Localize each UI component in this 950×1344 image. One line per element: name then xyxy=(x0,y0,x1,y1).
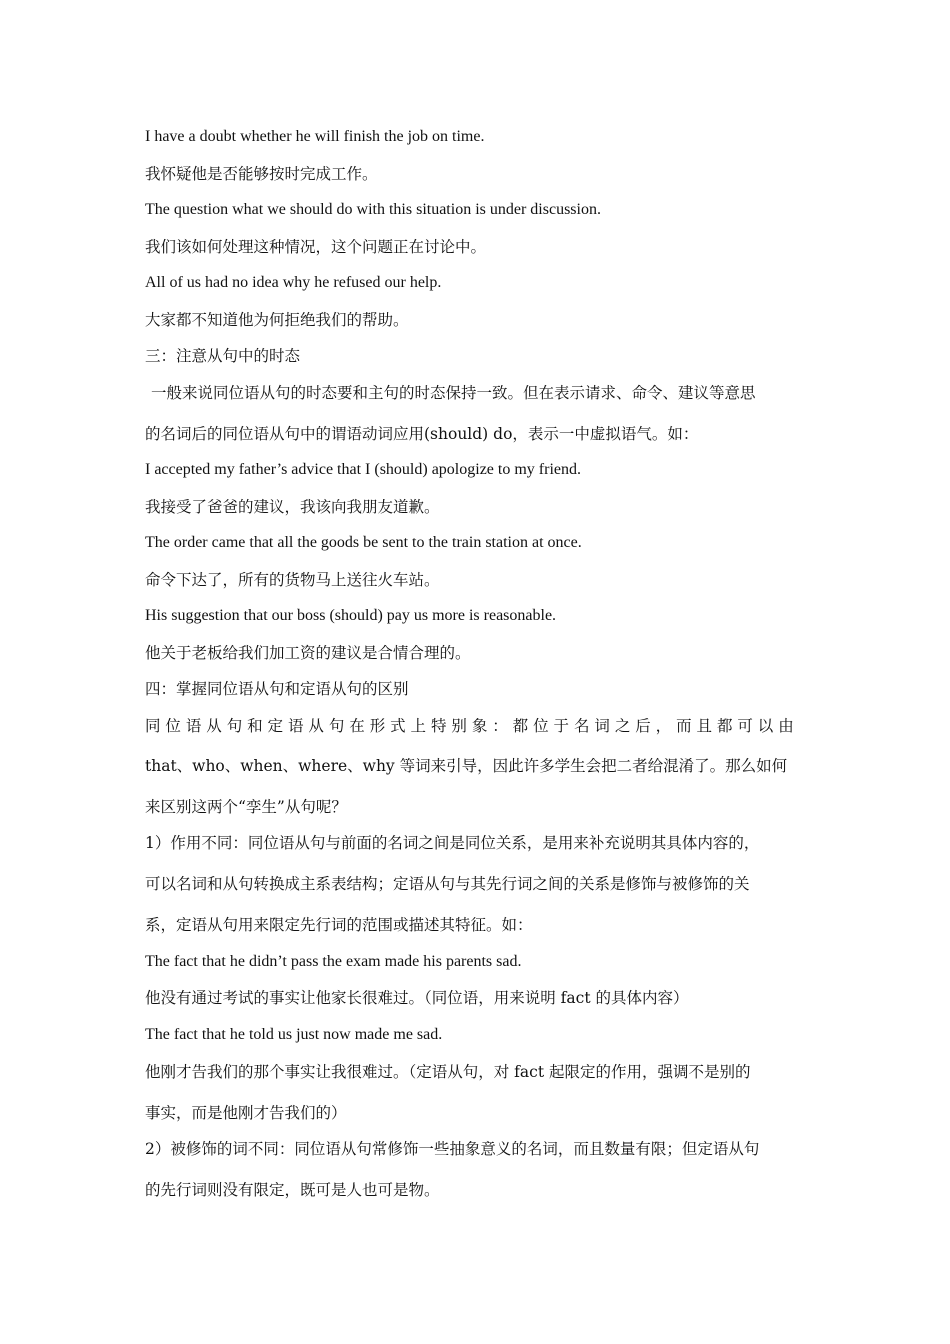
section-heading: 三：注意从句中的时态 xyxy=(145,347,301,365)
paragraph-line: 1）作用不同：同位语从句与前面的名词之间是同位关系，是用来补充说明其具体内容的， xyxy=(145,834,760,852)
paragraph-line: 一般来说同位语从句的时态要和主句的时态保持一致。但在表示请求、命令、建议等意思 xyxy=(151,384,756,402)
example-translation-zh: 我怀疑他是否能够按时完成工作。 xyxy=(145,165,378,183)
example-sentence-en: I accepted my father’s advice that I (should) apologize to my friend. xyxy=(145,461,581,478)
example-sentence-en: All of us had no idea why he refused our help. xyxy=(145,274,442,291)
example-sentence-en: The order came that all the goods be sent to the train station at once. xyxy=(145,534,582,551)
example-sentence-en: His suggestion that our boss (should) pay us more is reasonable. xyxy=(145,607,557,624)
example-translation-zh: 他关于老板给我们加工资的建议是合情合理的。 xyxy=(145,644,471,662)
paragraph-line: 同 位 语 从 句 和 定 语 从 句 在 形 式 上 特 别 象 ： 都 位 于 名 词 之 后 ， 而 且 都 可 以 由 xyxy=(145,717,794,735)
example-sentence-en: The fact that he told us just now made me sad. xyxy=(145,1026,443,1043)
paragraph-line: 系，定语从句用来限定先行词的范围或描述其特征。如： xyxy=(145,916,533,934)
paragraph-line: 的先行词则没有限定，既可是人也可是物。 xyxy=(145,1181,440,1199)
example-translation-zh: 我接受了爸爸的建议，我该向我朋友道歉。 xyxy=(145,498,440,516)
example-translation-zh: 他没有通过考试的事实让他家长很难过。（同位语，用来说明 fact 的具体内容） xyxy=(145,989,689,1007)
section-heading: 四：掌握同位语从句和定语从句的区别 xyxy=(145,680,409,698)
example-translation-zh: 事实，而是他刚才告我们的） xyxy=(145,1104,347,1122)
example-translation-zh: 大家都不知道他为何拒绝我们的帮助。 xyxy=(145,311,409,329)
paragraph-line: 可以名词和从句转换成主系表结构；定语从句与其先行词之间的关系是修饰与被修饰的关 xyxy=(145,875,750,893)
example-sentence-en: The question what we should do with this situation is under discussion. xyxy=(145,201,601,218)
example-translation-zh: 我们该如何处理这种情况，这个问题正在讨论中。 xyxy=(145,238,487,256)
example-translation-zh: 命令下达了，所有的货物马上送往火车站。 xyxy=(145,571,440,589)
example-translation-zh: 他刚才告我们的那个事实让我很难过。（定语从句，对 fact 起限定的作用，强调不是别的 xyxy=(145,1063,751,1081)
paragraph-line: 的名词后的同位语从句中的谓语动词应用(should) do，表示一中虚拟语气。如： xyxy=(145,425,699,443)
paragraph-line: that、who、when、where、why 等词来引导，因此许多学生会把二者给混淆了。那么如何 xyxy=(145,757,788,775)
example-sentence-en: The fact that he didn’t pass the exam made his parents sad. xyxy=(145,953,522,970)
example-sentence-en: I have a doubt whether he will finish the job on time. xyxy=(145,128,485,145)
paragraph-line: 2）被修饰的词不同：同位语从句常修饰一些抽象意义的名词，而且数量有限；但定语从句 xyxy=(145,1140,760,1158)
paragraph-line: 来区别这两个“孪生”从句呢？ xyxy=(145,798,347,816)
